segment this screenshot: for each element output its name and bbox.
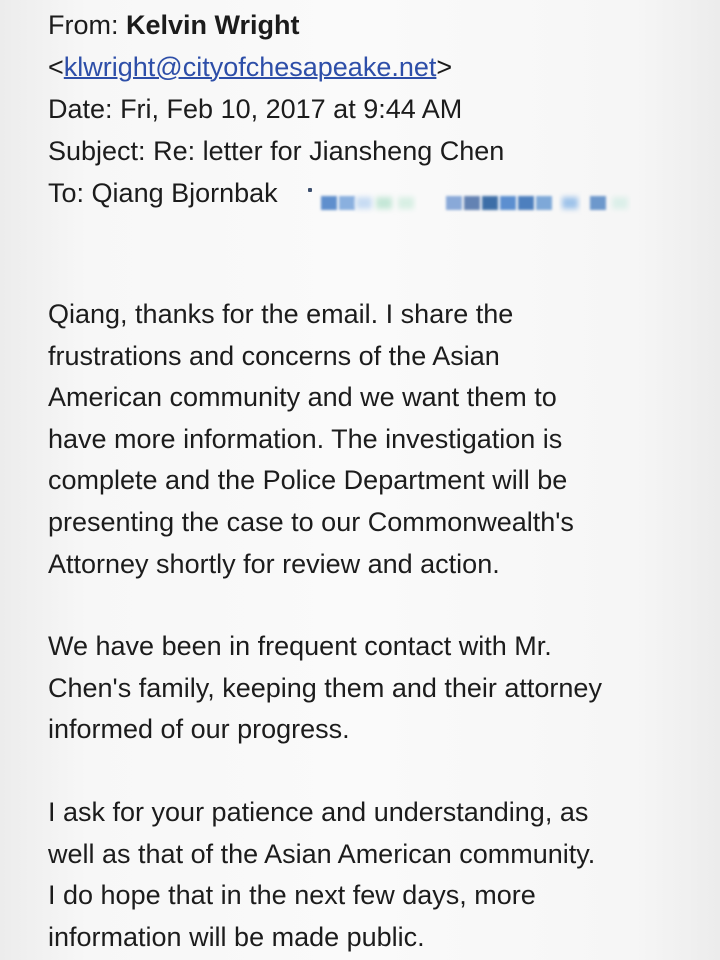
body-line: American community and we want them to	[48, 382, 557, 413]
recipient-name: Qiang Bjornbak	[91, 178, 278, 208]
subject-value: Re: letter for Jiansheng Chen	[153, 136, 505, 166]
email-body	[48, 294, 688, 960]
body-line: Attorney shortly for review and action.	[48, 548, 500, 579]
date-label: Date:	[48, 94, 113, 124]
body-line: frustrations and concerns of the Asian	[48, 340, 500, 371]
body-line: well as that of the Asian American community.	[48, 838, 596, 869]
sender-email-row	[48, 46, 688, 88]
body-line: informed of our progress.	[48, 714, 350, 745]
body-line: Qiang, thanks for the email. I share the	[48, 299, 514, 329]
body-line: have more information. The investigation is	[48, 423, 563, 454]
body-paragraph-2	[48, 626, 688, 751]
body-paragraph-1	[48, 294, 688, 585]
sender-email-link[interactable]: klwright@cityofchesapeake.net	[63, 52, 437, 82]
from-label: From:	[48, 10, 119, 40]
body-line: Chen's family, keeping them and their attorney	[48, 672, 602, 703]
subject-row	[48, 130, 688, 172]
subject-label: Subject:	[48, 136, 146, 166]
date-row	[48, 88, 688, 130]
from-row	[48, 4, 688, 46]
email-open-bracket: <	[48, 52, 64, 82]
date-value: Fri, Feb 10, 2017 at 9:44 AM	[120, 94, 463, 124]
body-line: We have been in frequent contact with Mr.	[48, 631, 552, 662]
body-line: I do hope that in the next few days, more	[48, 880, 536, 911]
body-line: information will be made public.	[48, 921, 425, 952]
to-label: To:	[48, 178, 85, 208]
redacted-recipient-email	[306, 186, 631, 218]
sender-name: Kelvin Wright	[126, 10, 300, 40]
email-close-bracket: >	[436, 52, 453, 82]
body-line: presenting the case to our Commonwealth's	[48, 506, 574, 537]
body-line: complete and the Police Department will be	[48, 465, 568, 496]
body-paragraph-3	[48, 792, 688, 958]
body-line: I ask for your patience and understanding, as	[48, 796, 589, 827]
email-header	[48, 4, 688, 214]
